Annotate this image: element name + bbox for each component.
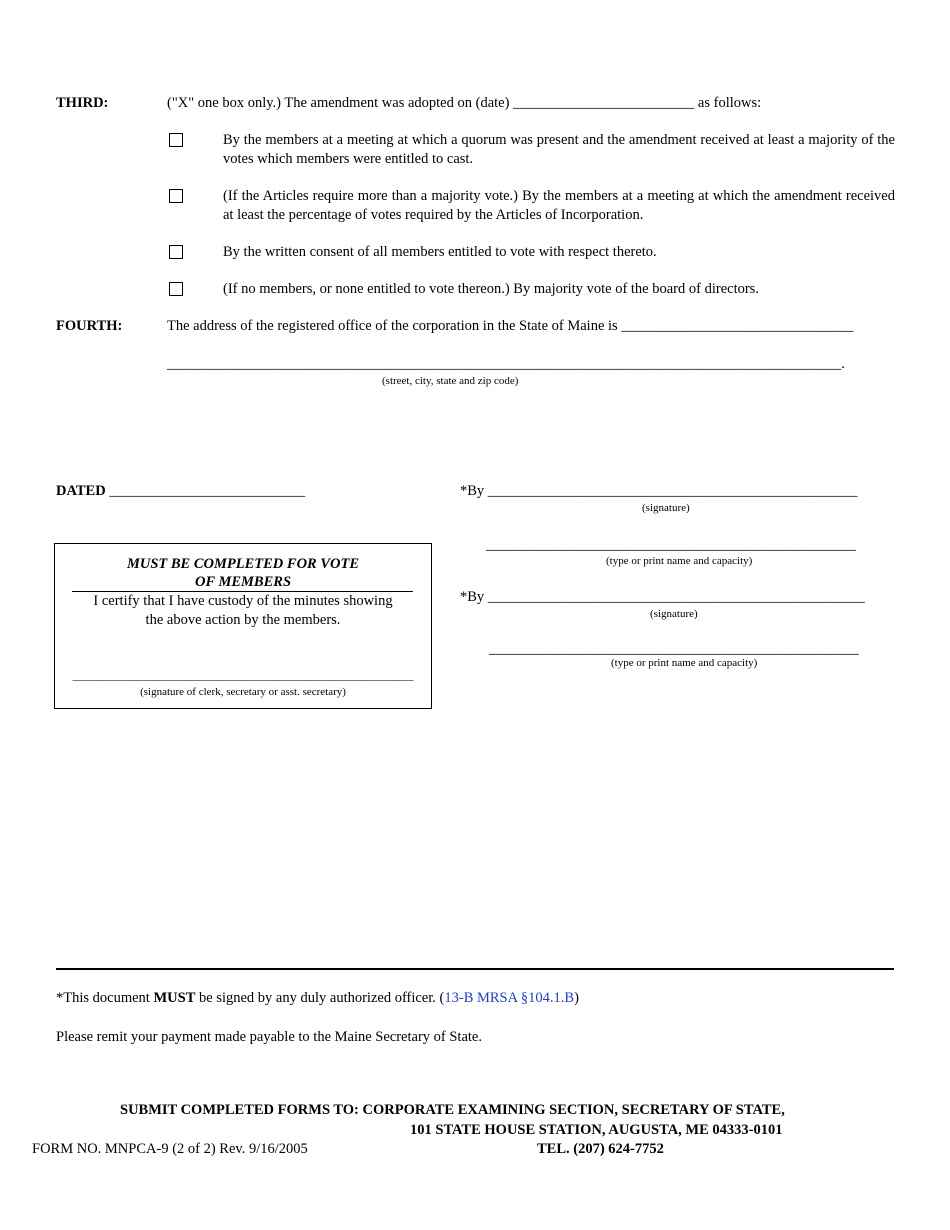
statute-link[interactable]: 13-B MRSA §104.1.B (444, 990, 575, 1006)
fourth-label: FOURTH: (56, 318, 123, 334)
fourth-address-text[interactable]: The address of the registered office of the corporation in the State of Maine is ________________________________ (167, 318, 854, 334)
name-line-2[interactable]: ___________________________________________________ (489, 641, 859, 657)
box-certify-line-2: the above action by the members. (145, 612, 341, 628)
form-number: FORM NO. MNPCA-9 (2 of 2) Rev. 9/16/2005 (32, 1141, 308, 1157)
option-4-checkbox[interactable] (169, 282, 183, 296)
box-title-line-2: OF MEMBERS (194, 574, 292, 590)
signature-line-2[interactable]: ____________________________________________________ (487, 589, 865, 605)
note-prefix: *This document (56, 990, 154, 1006)
signature-line-1[interactable]: ___________________________________________________ (487, 483, 858, 499)
option-1-checkbox[interactable] (169, 133, 183, 147)
dated-label: DATED (56, 483, 106, 499)
note-middle: be signed by any duly authorized officer. ( (195, 990, 445, 1006)
address-caption: (street, city, state and zip code) (382, 375, 519, 387)
name-caption-2: (type or print name and capacity) (611, 657, 758, 669)
third-label: THIRD: (56, 95, 109, 111)
by-label-1: *By (460, 483, 485, 499)
box-title-underline (72, 591, 413, 592)
submit-line-1: SUBMIT COMPLETED FORMS TO: CORPORATE EXAMINING SECTION, SECRETARY OF STATE, (120, 1102, 785, 1118)
option-3-checkbox[interactable] (169, 245, 183, 259)
name-line-1[interactable]: ___________________________________________________ (486, 537, 856, 553)
clerk-signature-line[interactable]: ______________________________________________________________ (72, 670, 414, 682)
signing-requirement-note (56, 990, 579, 1007)
remit-payment-note: Please remit your payment made payable to the Maine Secretary of State. (56, 1029, 482, 1045)
option-1-text: By the members at a meeting at which a quorum was present and the amendment received at least a majority of the votes which members were entitled to cast. (223, 132, 895, 167)
signature-1-field[interactable] (460, 483, 858, 500)
clerk-signature-caption: (signature of clerk, secretary or asst. secretary) (140, 686, 346, 698)
note-suffix: ) (574, 990, 579, 1006)
submit-line-3: TEL. (207) 624-7752 (537, 1141, 664, 1157)
address-field-line[interactable]: _____________________________________________________________________________________________. (167, 356, 845, 372)
third-intro: ("X" one box only.) The amendment was adopted on (date) _________________________ as follows: (167, 95, 762, 111)
note-must: MUST (153, 990, 196, 1006)
signature-caption-1: (signature) (642, 502, 690, 514)
option-4-text: (If no members, or none entitled to vote thereon.) By majority vote of the board of directors. (223, 281, 759, 297)
option-2-checkbox[interactable] (169, 189, 183, 203)
signature-caption-2: (signature) (650, 608, 698, 620)
signature-2-field[interactable] (460, 589, 865, 606)
option-3-text: By the written consent of all members entitled to vote with respect thereto. (223, 244, 657, 260)
submit-line-2: 101 STATE HOUSE STATION, AUGUSTA, ME 04333-0101 (410, 1122, 783, 1138)
option-2-text: (If the Articles require more than a majority vote.) By the members at a meeting at which the amendment received at least the percentage of votes required by the Articles of Incorporation. (223, 188, 895, 223)
box-title-line-1: MUST BE COMPLETED FOR VOTE (126, 556, 360, 572)
dated-field[interactable] (56, 483, 305, 500)
footer-divider (56, 968, 894, 970)
dated-line[interactable]: ___________________________ (109, 483, 306, 499)
name-caption-1: (type or print name and capacity) (606, 555, 753, 567)
by-label-2: *By (460, 589, 485, 605)
box-certify-line-1: I certify that I have custody of the minutes showing (93, 593, 393, 609)
